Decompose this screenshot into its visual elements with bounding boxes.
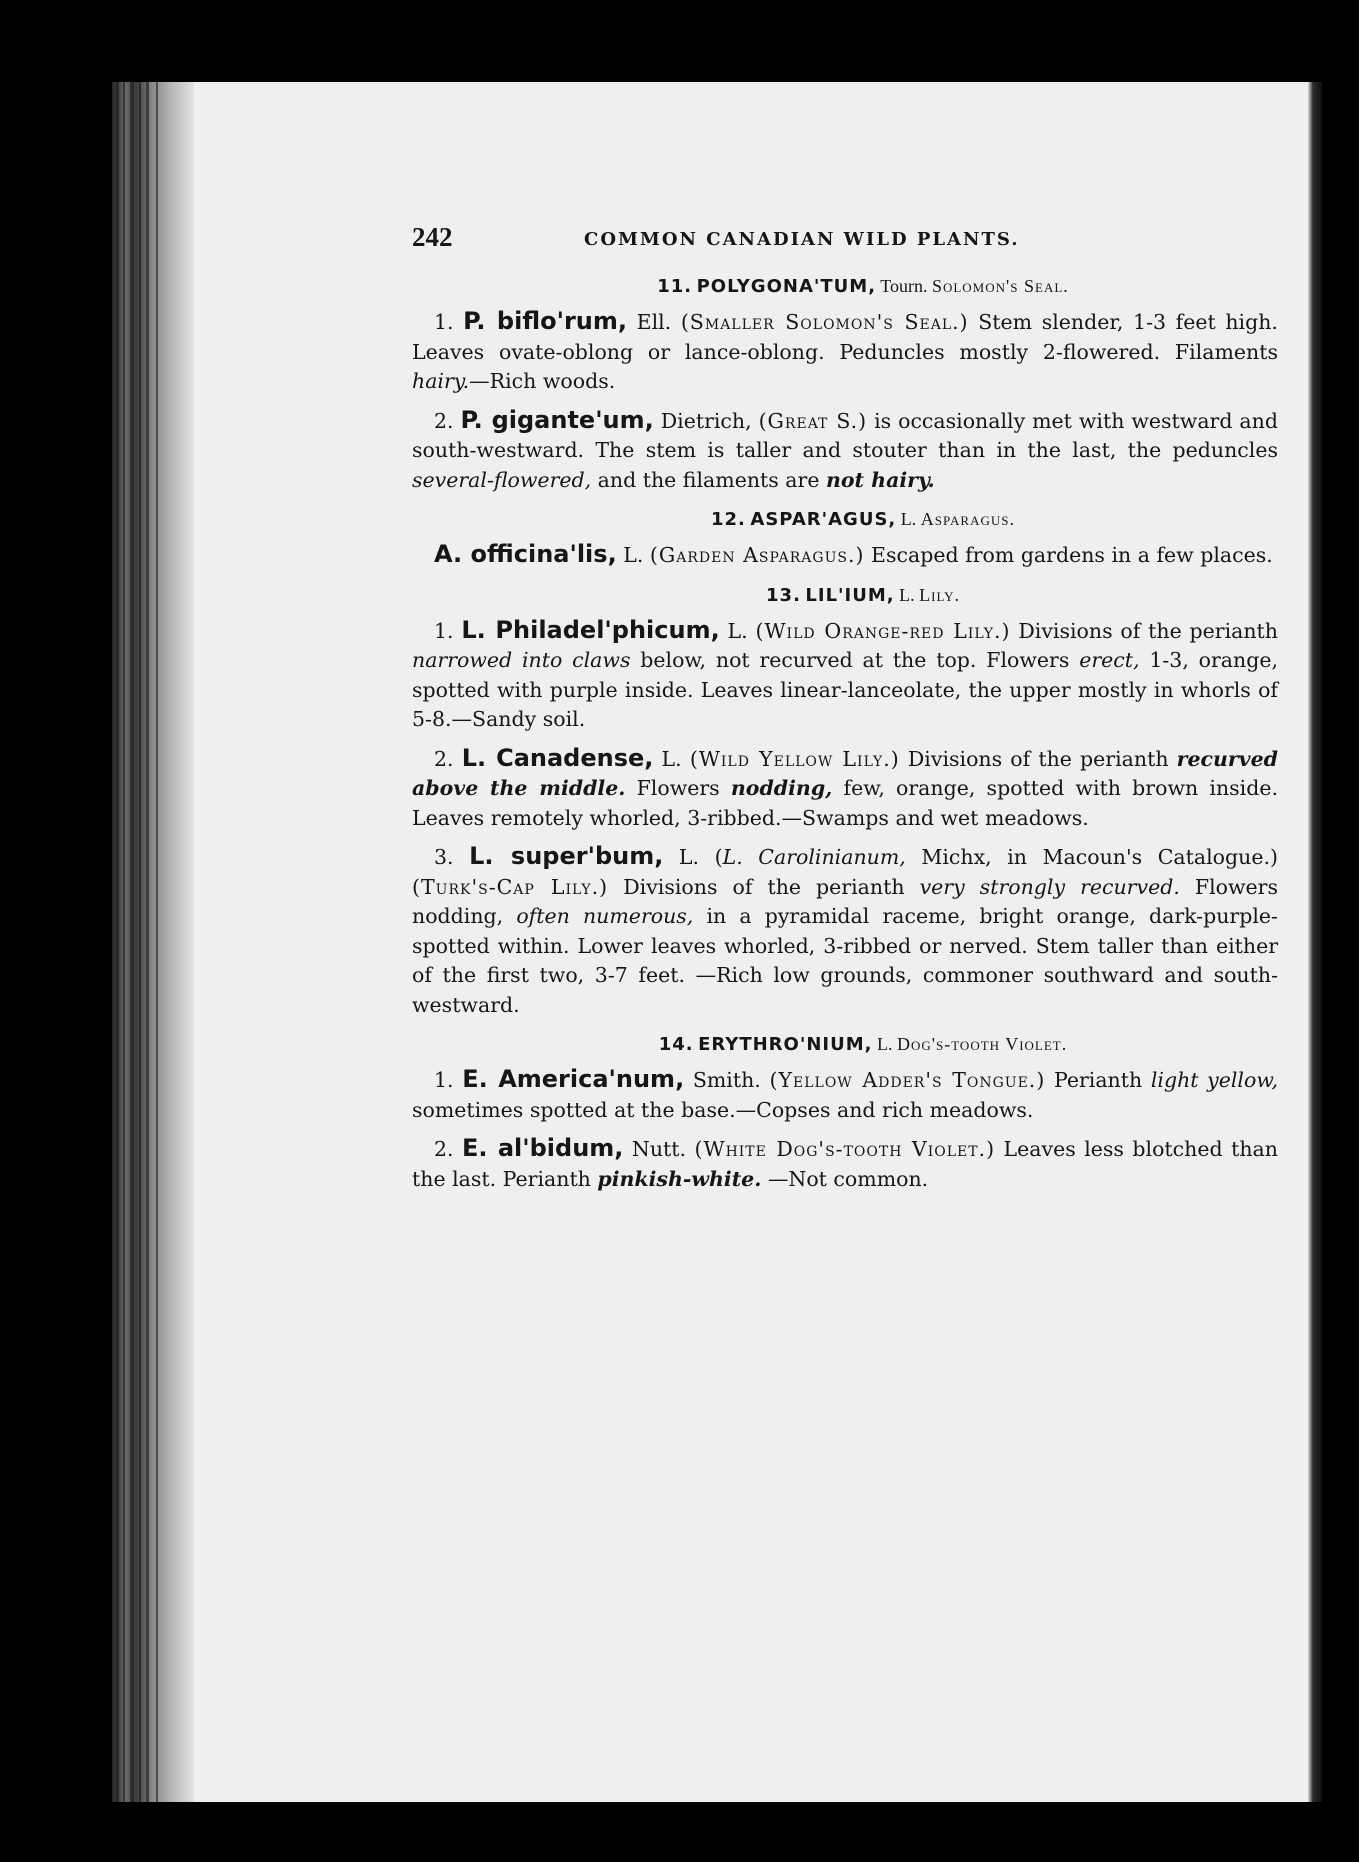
genus-heading: 11. POLYGONA'TUM, Tourn. Solomon's Seal. (657, 276, 1069, 297)
species-name: E. al'bidum, (462, 1134, 624, 1162)
species-entry: 2. L. Canadense, L. (Wild Yellow Lily.) Divisions of the perianth recurved above the middle. Flowers nodding, few, orange, spotted with brown inside. Leaves remotely whorled, 3-ribbed.—Swamps and wet meadows. (412, 743, 1278, 830)
species-name: L. Philadel'phicum, (461, 615, 720, 644)
text-column (412, 138, 1278, 1194)
book-page (112, 82, 1322, 1802)
species-entry: 1. P. biflo'rum, Ell. (Smaller Solomon's Seal.) Stem slender, 1-3 feet high. Leaves ovate-oblong or lance-oblong. Peduncles mostly 2-flowered. Filaments hairy.—Rich woods. (412, 307, 1278, 393)
species-name: L. super'bum, (469, 842, 664, 870)
running-title: COMMON CANADIAN WILD PLANTS. (584, 229, 1020, 250)
species-entry: A. officina'lis, L. (Garden Asparagus.) Escaped from gardens in a few places. (434, 540, 1273, 568)
species-name: P. biflo'rum, (463, 307, 627, 335)
species-name: P. gigante'um, (460, 405, 654, 434)
running-head (412, 222, 1278, 262)
species-name: A. officina'lis, (434, 540, 617, 568)
species-entry: 1. L. Philadel'phicum, L. (Wild Orange-red Lily.) Divisions of the perianth narrowed into claws below, not recurved at the top. Flowers erect, 1-3, orange, spotted with purple inside. Leaves linear-lanceolate, the upper mostly in whorls of 5-8.—Sandy soil. (412, 615, 1278, 731)
species-entry: 1. E. America'num, Smith. (Yellow Adder's Tongue.) Perianth light yellow, sometimes spotted at the base.—Copses and rich meadows. (412, 1065, 1278, 1122)
species-entry: 2. P. gigante'um, Dietrich, (Great S.) is occasionally met with westward and south-westward. The stem is taller and stouter than in the last, the peduncles several-flowered, and the filaments are not hairy. (412, 405, 1278, 492)
genus-heading: 14. ERYTHRO'NIUM, L. Dog's-tooth Violet. (658, 1034, 1068, 1055)
page-number: 242 (412, 222, 453, 252)
page-gutter-shadow (112, 82, 194, 1802)
page-right-edge (1308, 82, 1322, 1802)
genus-heading: 13. LIL'IUM, L. Lily. (766, 584, 960, 606)
species-name: E. America'num, (462, 1065, 685, 1093)
species-entry: 3. L. super'bum, L. (L. Carolinianum, Michx, in Macoun's Catalogue.) (Turk's-Cap Lily.) Divisions of the perianth very strongly recurved. Flowers nodding, often numerous, in a pyramidal raceme, bright orange, dark-purple-spotted within. Lower leaves whorled, 3-ribbed or nerved. Stem taller than either of the first two, 3-7 feet. —Rich low grounds, commoner southward and south-westward. (412, 842, 1278, 1017)
species-name: L. Canadense, (461, 743, 654, 772)
species-entry: 2. E. al'bidum, Nutt. (White Dog's-tooth Violet.) Leaves less blotched than the last. Perianth pinkish-white. —Not common. (412, 1134, 1278, 1191)
genus-heading: 12. ASPAR'AGUS, L. Asparagus. (711, 509, 1015, 530)
